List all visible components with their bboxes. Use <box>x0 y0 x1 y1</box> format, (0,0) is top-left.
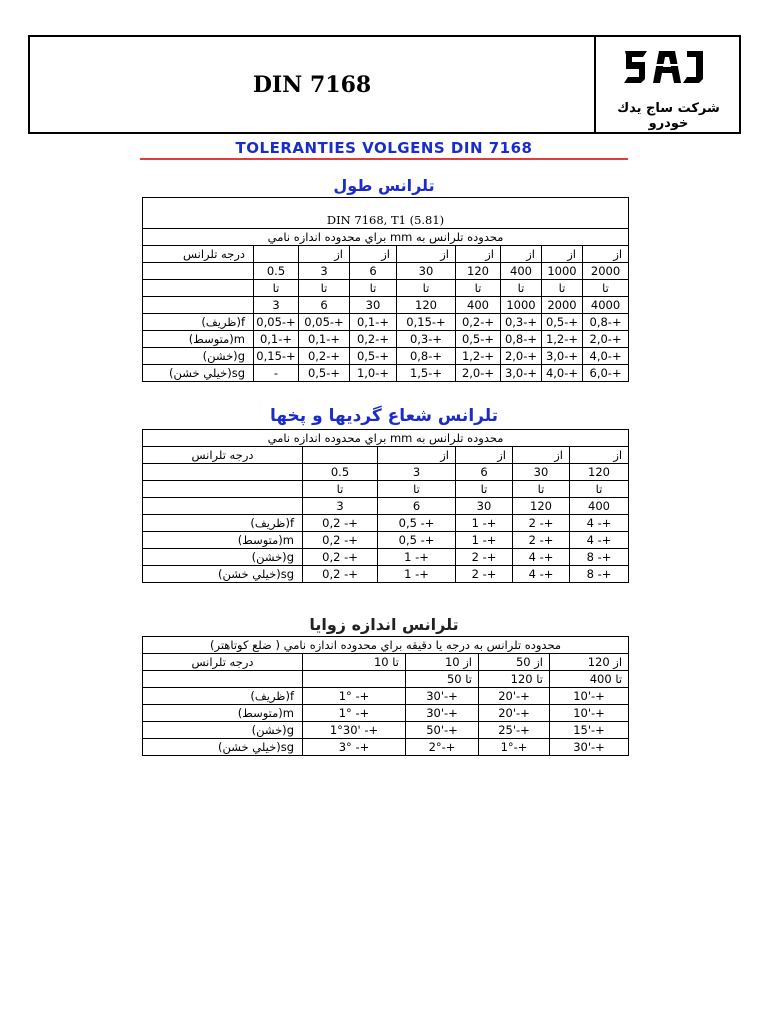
column-header-grade: درجه تلرانس <box>143 654 303 671</box>
table-cell: 1°-+ <box>479 739 550 756</box>
grade-label: m(متوسط) <box>143 705 303 722</box>
grade-label: m(متوسط) <box>143 331 254 348</box>
grade-label: g(خشن) <box>143 722 303 739</box>
table-cell: 4 -+ <box>513 549 570 566</box>
table-cell: 1° -+ <box>303 688 406 705</box>
section2-title: تلرانس شعاع گرديها و پخها <box>269 406 499 426</box>
table-cell: از <box>570 447 629 464</box>
company-logo <box>623 47 707 85</box>
table-cell: 3,0-+ <box>542 348 583 365</box>
table-cell: 1 -+ <box>378 549 456 566</box>
table-cell: 0,1-+ <box>350 314 397 331</box>
radius-tolerance-table <box>142 429 629 583</box>
table-cell: 1 -+ <box>378 566 456 583</box>
table-cell: 6 <box>350 263 397 280</box>
table-cell: 400 <box>456 297 501 314</box>
grade-label: f(ظريف) <box>143 314 254 331</box>
table-cell: 0,8-+ <box>397 348 456 365</box>
table-cell: 4 -+ <box>570 515 629 532</box>
page-heading: TOLERANTIES VOLGENS DIN 7168 <box>235 139 533 157</box>
table-cell <box>303 671 406 688</box>
angle-tolerance-table <box>142 636 629 756</box>
table-cell: تا 120 <box>479 671 550 688</box>
table-cell: - <box>254 365 299 382</box>
table-cell: 2 -+ <box>456 566 513 583</box>
table-cell <box>254 246 299 263</box>
table-row <box>143 515 629 532</box>
empty-cell <box>143 481 303 498</box>
document-title: DIN 7168 <box>252 71 372 98</box>
table-cell: 400 <box>501 263 542 280</box>
table-cell: تا <box>583 280 629 297</box>
table-cell: 3,0-+ <box>501 365 542 382</box>
table-cell: 25'-+ <box>479 722 550 739</box>
table-cell: 3 <box>254 297 299 314</box>
table-cell: از <box>378 447 456 464</box>
table-cell: تا <box>397 280 456 297</box>
table-cell: تا <box>456 280 501 297</box>
table-cell: از <box>456 246 501 263</box>
table-cell: تا <box>513 481 570 498</box>
table-cell: 10'-+ <box>550 705 629 722</box>
table-cell: 0,2 -+ <box>303 549 378 566</box>
table-cell: تا <box>542 280 583 297</box>
table-cell: تا <box>378 481 456 498</box>
table-cell: تا 400 <box>550 671 629 688</box>
table-cell: 0,2 -+ <box>303 566 378 583</box>
grade-label: sg(خيلي خشن) <box>143 739 303 756</box>
empty-cell <box>143 498 303 515</box>
table-cell: 20'-+ <box>479 688 550 705</box>
table-cell: تا <box>303 481 378 498</box>
table-cell: 400 <box>570 498 629 515</box>
grade-label: f(ظريف) <box>143 688 303 705</box>
table-cell: 1,2-+ <box>542 331 583 348</box>
empty-cell <box>143 297 254 314</box>
table-cell: 8 -+ <box>570 549 629 566</box>
table-cell: از 10 <box>406 654 479 671</box>
table-cell: از <box>501 246 542 263</box>
empty-cell <box>143 671 303 688</box>
table-cell: 4 -+ <box>513 566 570 583</box>
table-cell: از <box>583 246 629 263</box>
table-cell: 6,0-+ <box>583 365 629 382</box>
table-cell: 15'-+ <box>550 722 629 739</box>
table-cell: 0,1-+ <box>254 331 299 348</box>
table-cell: 120 <box>513 498 570 515</box>
length-tolerance-table <box>142 197 629 382</box>
table-cell: تا <box>350 280 397 297</box>
table-cell: 0,2-+ <box>299 348 350 365</box>
table-cell: تا 50 <box>406 671 479 688</box>
table-cell: 4,0-+ <box>542 365 583 382</box>
table-cell: 4,0-+ <box>583 348 629 365</box>
table-cell: از <box>456 447 513 464</box>
table-cell: 0,3-+ <box>397 331 456 348</box>
table-cell: 0,15-+ <box>254 348 299 365</box>
table-cell: 120 <box>456 263 501 280</box>
section3-title: تلرانس اندازه زوايا <box>309 615 459 634</box>
company-name: شركت ساج يدك خودرو <box>617 101 720 131</box>
table-cell: از <box>299 246 350 263</box>
column-header-grade: درجه تلرانس <box>143 246 254 263</box>
grade-label: g(خشن) <box>143 348 254 365</box>
table-cell: 120 <box>570 464 629 481</box>
heading-underline <box>140 158 628 160</box>
table-cell: 0,05-+ <box>299 314 350 331</box>
table-cell: 3 <box>299 263 350 280</box>
table-cell: 3 <box>378 464 456 481</box>
table-row <box>143 705 629 722</box>
table-row <box>143 348 629 365</box>
table-row <box>143 314 629 331</box>
table-cell: 4000 <box>583 297 629 314</box>
table-cell: 0.5 <box>303 464 378 481</box>
table-cell: 0,8-+ <box>583 314 629 331</box>
table-cell: 1,5-+ <box>397 365 456 382</box>
grade-label: g(خشن) <box>143 549 303 566</box>
table-cell: 0,8-+ <box>501 331 542 348</box>
table-row <box>143 365 629 382</box>
table-subheader: محدوده تلرانس به درجه يا دقيقه براي محدوده اندازه نامي ( ضلع كوتاهتر) <box>143 637 629 654</box>
logo-cell <box>596 37 741 132</box>
table-cell: 1,0-+ <box>350 365 397 382</box>
table-row <box>143 532 629 549</box>
table-cell: 4 -+ <box>570 532 629 549</box>
table-cell: از <box>397 246 456 263</box>
empty-cell <box>143 263 254 280</box>
table-cell: 0,5-+ <box>456 331 501 348</box>
column-header-grade: درجه تلرانس <box>143 447 303 464</box>
table-cell: 50'-+ <box>406 722 479 739</box>
table-row <box>143 331 629 348</box>
table-cell <box>303 447 378 464</box>
grade-label: sg(خيلي خشن) <box>143 566 303 583</box>
table-cell: تا <box>299 280 350 297</box>
grade-label: sg(خيلي خشن) <box>143 365 254 382</box>
table-cell: تا <box>501 280 542 297</box>
table-cell: 6 <box>299 297 350 314</box>
table-cell: 2000 <box>542 297 583 314</box>
table-cell: تا <box>570 481 629 498</box>
table-cell: 0,05-+ <box>254 314 299 331</box>
grade-label: f(ظريف) <box>143 515 303 532</box>
table-subheader: محدوده تلرانس به mm براي محدوده اندازه نامي <box>143 229 629 246</box>
document-header <box>28 35 741 134</box>
table-cell: 1° -+ <box>303 705 406 722</box>
table-row <box>143 549 629 566</box>
table-cell: 3° -+ <box>303 739 406 756</box>
table-cell: 2°-+ <box>406 739 479 756</box>
table-cell: 1000 <box>501 297 542 314</box>
table-cell: 0,5-+ <box>299 365 350 382</box>
empty-cell <box>143 464 303 481</box>
grade-label: m(متوسط) <box>143 532 303 549</box>
table-cell: 2,0-+ <box>456 365 501 382</box>
table-cell: 0,2-+ <box>456 314 501 331</box>
table-cell: 0,2 -+ <box>303 532 378 549</box>
table-cell: تا 10 <box>303 654 406 671</box>
table-cell: از 120 <box>550 654 629 671</box>
table-row <box>143 688 629 705</box>
table-cell: از 50 <box>479 654 550 671</box>
table-cell: 1 -+ <box>456 532 513 549</box>
table-cell: 1000 <box>542 263 583 280</box>
table-cell: 30'-+ <box>406 705 479 722</box>
table-row <box>143 566 629 583</box>
table-cell: 6 <box>378 498 456 515</box>
table-cell: 2 -+ <box>513 515 570 532</box>
table-cell: 0,5 -+ <box>378 515 456 532</box>
table-cell: 30 <box>456 498 513 515</box>
table-cell: 2 -+ <box>513 532 570 549</box>
table-cell: 10'-+ <box>550 688 629 705</box>
table-cell: از <box>513 447 570 464</box>
table-cell: 0,5-+ <box>542 314 583 331</box>
table-cell: تا <box>456 481 513 498</box>
table-cell: 30 <box>513 464 570 481</box>
table-cell: 1°30' -+ <box>303 722 406 739</box>
table-cell: 0,2-+ <box>350 331 397 348</box>
table-row <box>143 722 629 739</box>
table-cell: 0,2 -+ <box>303 515 378 532</box>
table-cell: 2 -+ <box>456 549 513 566</box>
table-cell: تا <box>254 280 299 297</box>
empty-cell <box>143 280 254 297</box>
table-row <box>143 739 629 756</box>
table-cell: 0,15-+ <box>397 314 456 331</box>
table-cell: 2,0-+ <box>583 331 629 348</box>
table-cell: 1,2-+ <box>456 348 501 365</box>
table-caption: DIN 7168, T1 (5.81) <box>143 198 629 229</box>
table-cell: 0.5 <box>254 263 299 280</box>
table-cell: 0,3-+ <box>501 314 542 331</box>
table-subheader: محدوده تلرانس به mm براي محدوده اندازه نامي <box>143 430 629 447</box>
table-cell: از <box>350 246 397 263</box>
table-cell: 30 <box>350 297 397 314</box>
table-cell: 0,1-+ <box>299 331 350 348</box>
table-cell: 0,5 -+ <box>378 532 456 549</box>
table-cell: 0,5-+ <box>350 348 397 365</box>
table-cell: 20'-+ <box>479 705 550 722</box>
table-cell: 30'-+ <box>406 688 479 705</box>
table-cell: 2,0-+ <box>501 348 542 365</box>
table-cell: 30 <box>397 263 456 280</box>
section1-title: تلرانس طول <box>333 176 435 195</box>
table-cell: 30'-+ <box>550 739 629 756</box>
table-cell: 6 <box>456 464 513 481</box>
table-cell: 2000 <box>583 263 629 280</box>
table-cell: 1 -+ <box>456 515 513 532</box>
table-cell: 8 -+ <box>570 566 629 583</box>
table-cell: از <box>542 246 583 263</box>
table-cell: 3 <box>303 498 378 515</box>
table-cell: 120 <box>397 297 456 314</box>
